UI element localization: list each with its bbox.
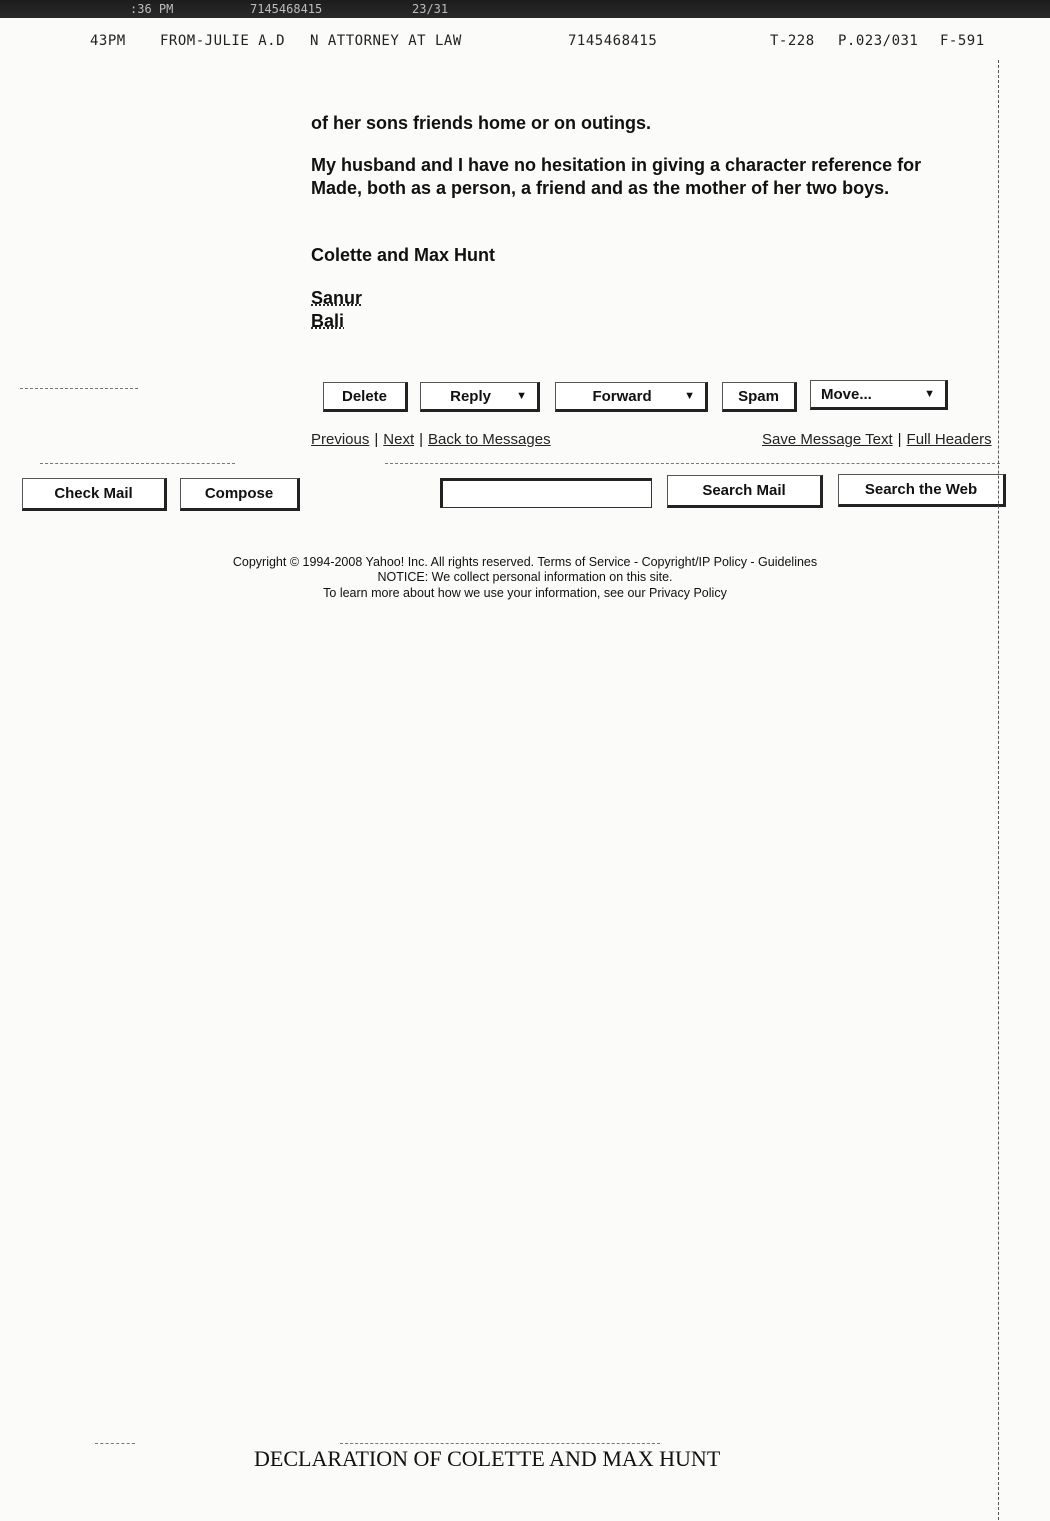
email-signature: Colette and Max Hunt: [311, 245, 496, 265]
delete-label: Delete: [341, 387, 388, 405]
back-to-messages-link[interactable]: Back to Messages: [428, 431, 551, 448]
fax-f-code: F-591: [940, 33, 985, 49]
divider: [385, 463, 1000, 464]
search-mail-button[interactable]: [667, 475, 823, 508]
forward-button[interactable]: [555, 382, 708, 412]
next-link[interactable]: Next: [383, 431, 415, 448]
divider: [340, 1443, 660, 1444]
fax-attorney: N ATTORNEY AT LAW: [310, 33, 462, 49]
declaration-title: DECLARATION OF COLETTE AND MAX HUNT: [254, 1446, 721, 1471]
location-sanur: Sanur: [311, 288, 363, 308]
reply-button[interactable]: [420, 382, 540, 412]
search-web-label: Search the Web: [864, 481, 978, 498]
spam-button[interactable]: [722, 382, 797, 412]
fax-top-time: :36 PM: [130, 2, 174, 16]
search-mail-label: Search Mail: [702, 482, 786, 499]
message-tools: [762, 431, 992, 448]
fax-margin-line: [998, 60, 999, 1520]
check-mail-label: Check Mail: [54, 485, 133, 502]
email-body-para-line2: Made, both as a person, a friend and as the mother of her two boys.: [311, 178, 890, 198]
check-mail-button[interactable]: [22, 478, 167, 511]
fax-t-code: T-228: [770, 33, 815, 49]
email-body-para-line1: My husband and I have no hesitation in giving a character reference for: [311, 155, 922, 175]
reply-label: Reply: [450, 387, 491, 405]
chevron-down-icon: ▼: [924, 388, 935, 400]
search-input[interactable]: [440, 478, 652, 508]
fax-phone: 7145468415: [568, 33, 658, 49]
fax-from: FROM-JULIE A.D: [160, 33, 286, 49]
fax-top-page: 23/31: [412, 2, 449, 16]
fax-top-number: 7145468415: [250, 2, 323, 16]
chevron-down-icon: ▼: [684, 390, 695, 402]
compose-button[interactable]: [180, 478, 300, 511]
separator: |: [374, 431, 379, 448]
move-label: Move...: [821, 385, 872, 403]
search-web-button[interactable]: [838, 474, 1006, 507]
full-headers-link[interactable]: Full Headers: [906, 431, 992, 448]
spam-label: Spam: [738, 387, 779, 405]
privacy-line: To learn more about how we use your information, see our Privacy Policy: [323, 586, 727, 600]
compose-label: Compose: [204, 485, 274, 502]
forward-label: Forward: [592, 387, 652, 405]
chevron-down-icon: ▼: [516, 390, 527, 402]
divider: [20, 388, 138, 389]
copyright-line: Copyright © 1994-2008 Yahoo! Inc. All rights reserved. Terms of Service - Copyright/IP Policy - Guidelines: [232, 555, 818, 569]
move-dropdown[interactable]: [810, 380, 948, 410]
separator: |: [419, 431, 424, 448]
location-bali: Bali: [311, 311, 345, 331]
separator: |: [897, 431, 902, 448]
fax-page: P.023/031: [838, 33, 919, 49]
divider: [40, 463, 235, 464]
divider: [95, 1443, 135, 1444]
save-message-text-link[interactable]: Save Message Text: [762, 431, 893, 448]
fax-time: 43PM: [90, 33, 126, 49]
notice-line: NOTICE: We collect personal information on this site.: [377, 570, 673, 584]
email-body-line: of her sons friends home or on outings.: [311, 113, 652, 133]
previous-link[interactable]: Previous: [311, 431, 370, 448]
delete-button[interactable]: [323, 382, 408, 412]
message-nav: [311, 431, 551, 448]
